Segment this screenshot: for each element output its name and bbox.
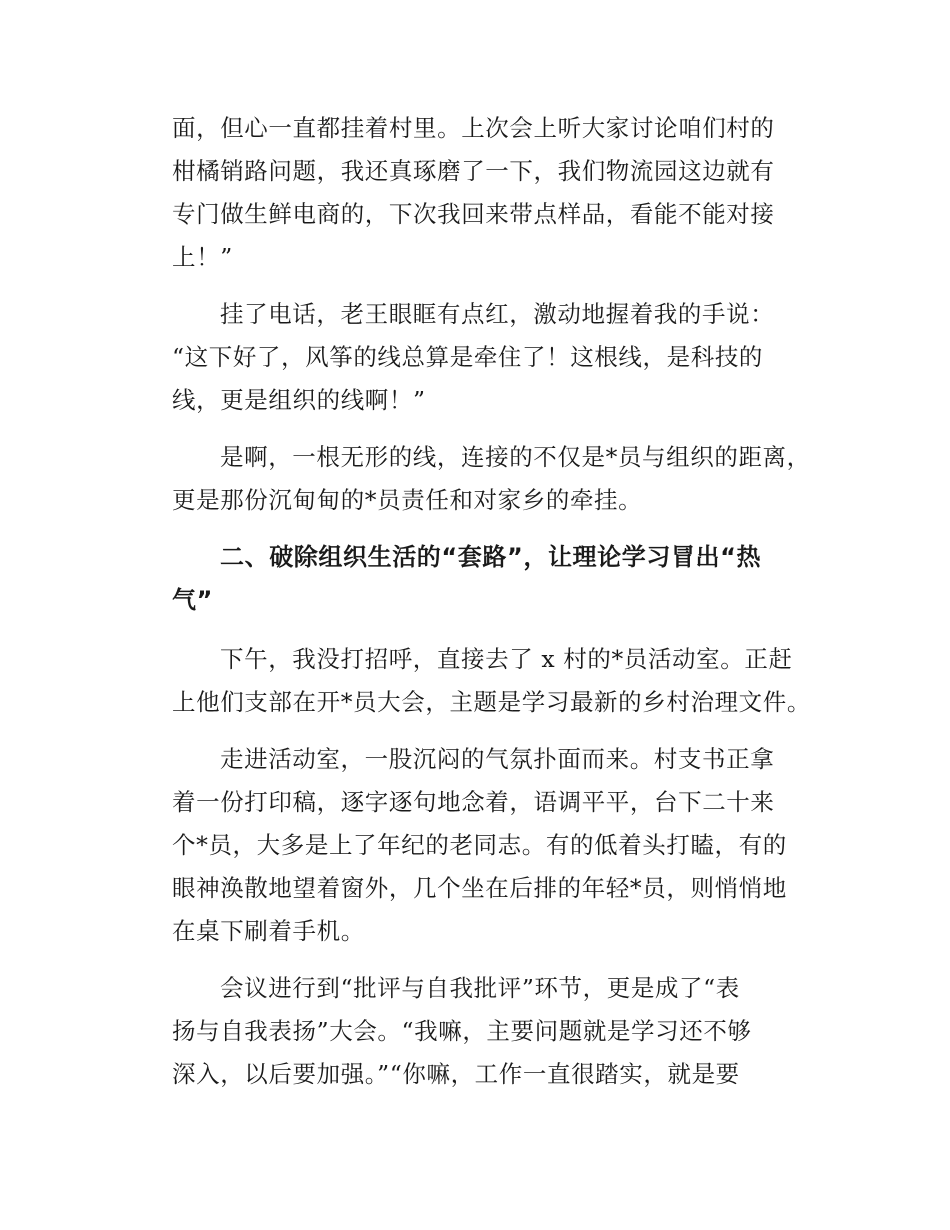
paragraph-line: 面，但心一直都挂着村里。上次会上听大家讨论咱们村的 bbox=[172, 114, 775, 142]
paragraph-line: 是啊，一根无形的线，连接的不仅是*员与组织的距离， bbox=[220, 443, 811, 471]
paragraph-line: 走进活动室，一股沉闷的气氛扑面而来。村支书正拿 bbox=[220, 745, 775, 773]
paragraph-line: 会议进行到“批评与自我批评”环节，更是成了“表 bbox=[220, 974, 740, 1002]
paragraph-line: 挂了电话，老王眼眶有点红，激动地握着我的手说： bbox=[220, 300, 775, 328]
section-heading: 二、破除组织生活的“套路”，让理论学习冒出“热 bbox=[220, 543, 762, 571]
paragraph-line: 眼神涣散地望着窗外，几个坐在后排的年轻*员，则悄悄地 bbox=[172, 874, 787, 902]
paragraph-line: 个*员，大多是上了年纪的老同志。有的低着头打瞌，有的 bbox=[172, 831, 787, 859]
paragraph-line: 柑橘销路问题，我还真琢磨了一下，我们物流园这边就有 bbox=[172, 157, 775, 185]
paragraph-line: 下午，我没打招呼，直接去了 x 村的*员活动室。正赶 bbox=[220, 645, 793, 673]
paragraph-line: 深入，以后要加强。”“你嘛，工作一直很踏实，就是要 bbox=[172, 1060, 740, 1088]
paragraph-line: 上！” bbox=[172, 243, 233, 271]
paragraph-line: “这下好了，风筝的线总算是牵住了！这根线，是科技的 bbox=[172, 343, 764, 371]
paragraph-line: 专门做生鲜电商的，下次我回来带点样品，看能不能对接 bbox=[172, 200, 775, 228]
paragraph-line: 上他们支部在开*员大会，主题是学习最新的乡村治理文件。 bbox=[172, 688, 811, 716]
paragraph-line: 扬与自我表扬”大会。“我嘛，主要问题就是学习还不够 bbox=[172, 1017, 752, 1045]
paragraph-line: 线，更是组织的线啊！” bbox=[172, 386, 426, 414]
paragraph-line: 在桌下刷着手机。 bbox=[172, 917, 365, 945]
paragraph-line: 着一份打印稿，逐字逐句地念着，语调平平，台下二十来 bbox=[172, 788, 775, 816]
paragraph-line: 更是那份沉甸甸的*员责任和对家乡的牵挂。 bbox=[172, 486, 643, 514]
section-heading: 气” bbox=[172, 586, 213, 614]
